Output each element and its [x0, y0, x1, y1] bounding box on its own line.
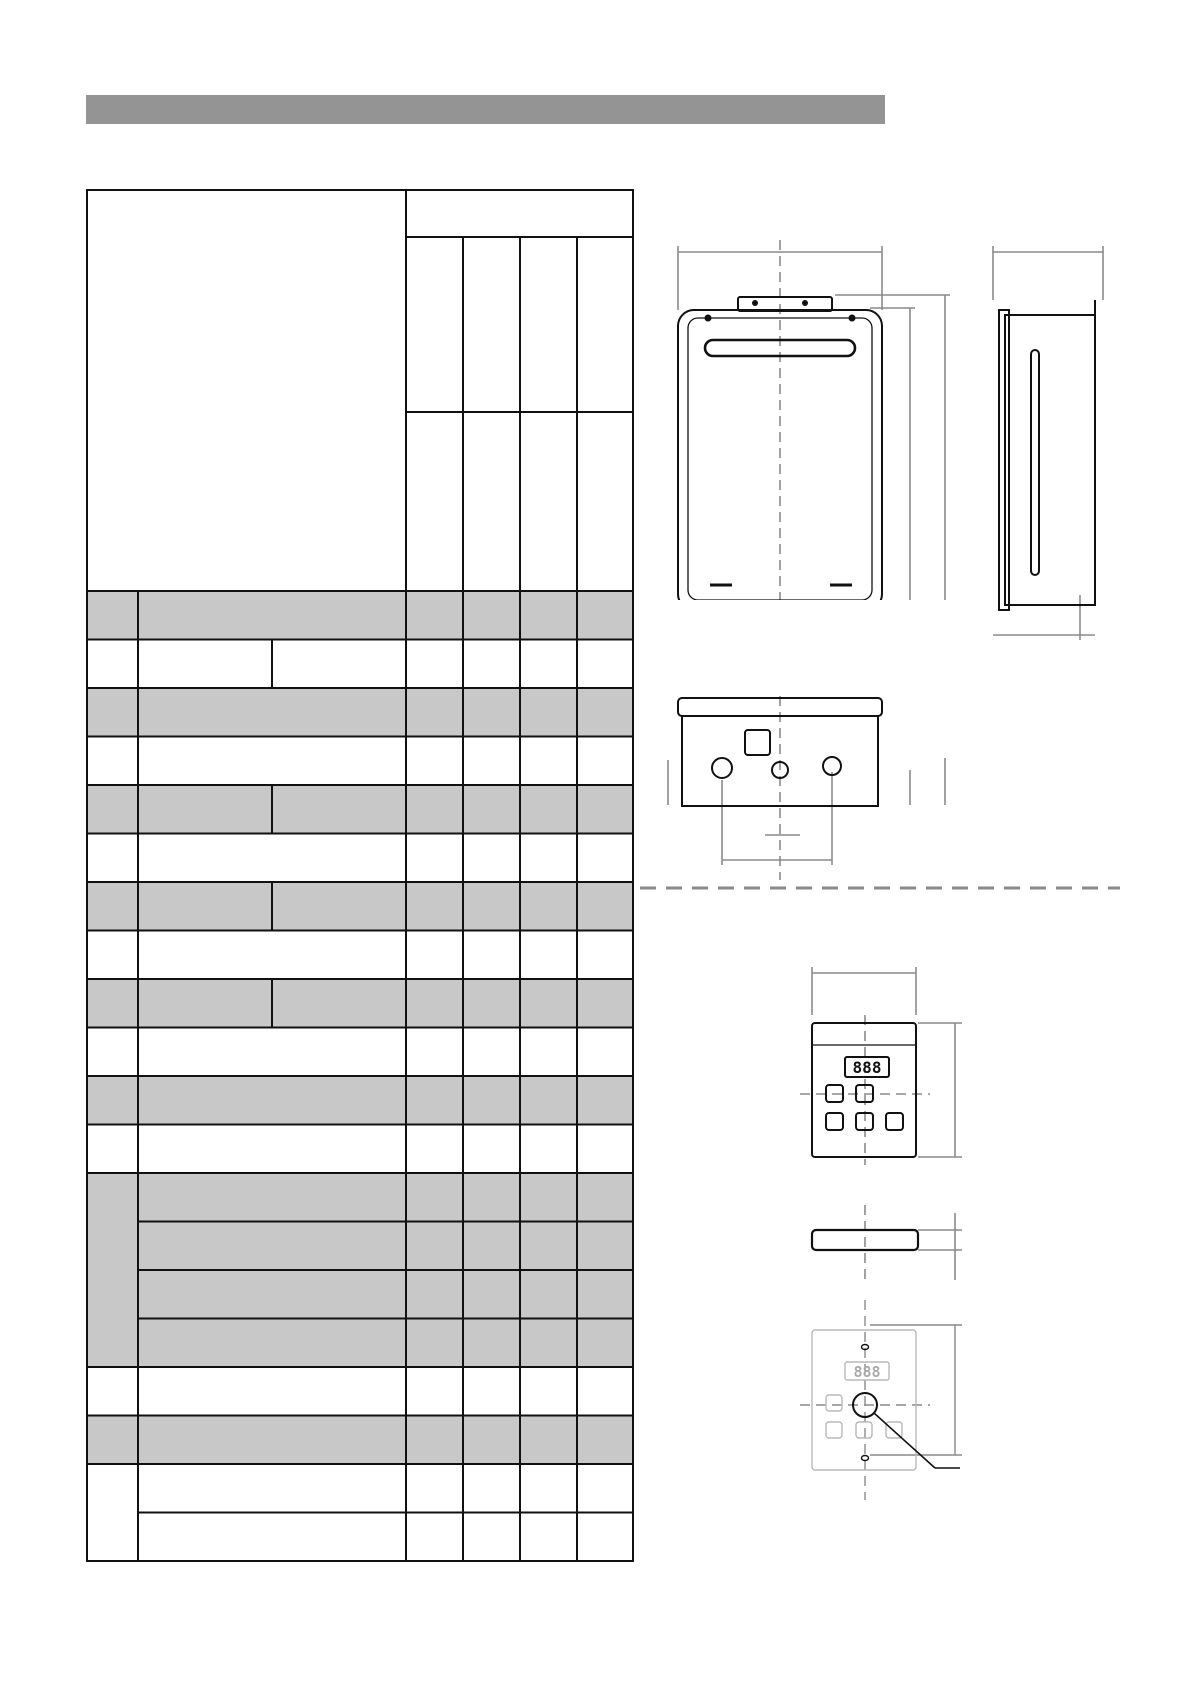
controller-side-view — [800, 1205, 970, 1285]
table-row-shade — [87, 591, 633, 640]
table-row-shade — [87, 1222, 633, 1271]
controller-mount-display: 888 — [853, 1363, 881, 1381]
controller-front-view — [800, 965, 970, 1175]
water-heater-bottom-view — [660, 690, 960, 880]
water-heater-side-view — [985, 240, 1110, 640]
table-row-shade — [87, 1319, 633, 1368]
table-row-shade — [87, 979, 633, 1028]
water-heater-front-view — [660, 240, 960, 600]
controller-display: 888 — [852, 1058, 882, 1077]
table-row-shade — [87, 1076, 633, 1125]
table-row-shade — [87, 1416, 633, 1465]
section-divider — [640, 885, 1120, 891]
table-row-shade — [87, 1270, 633, 1319]
section-title-bar — [86, 95, 885, 124]
table-row-shade — [87, 882, 633, 931]
table-row-shade — [87, 688, 633, 737]
controller-mount-view — [800, 1300, 970, 1500]
specifications-table — [86, 189, 634, 1562]
table-row-shade — [87, 1173, 633, 1222]
table-row-shade — [87, 785, 633, 834]
